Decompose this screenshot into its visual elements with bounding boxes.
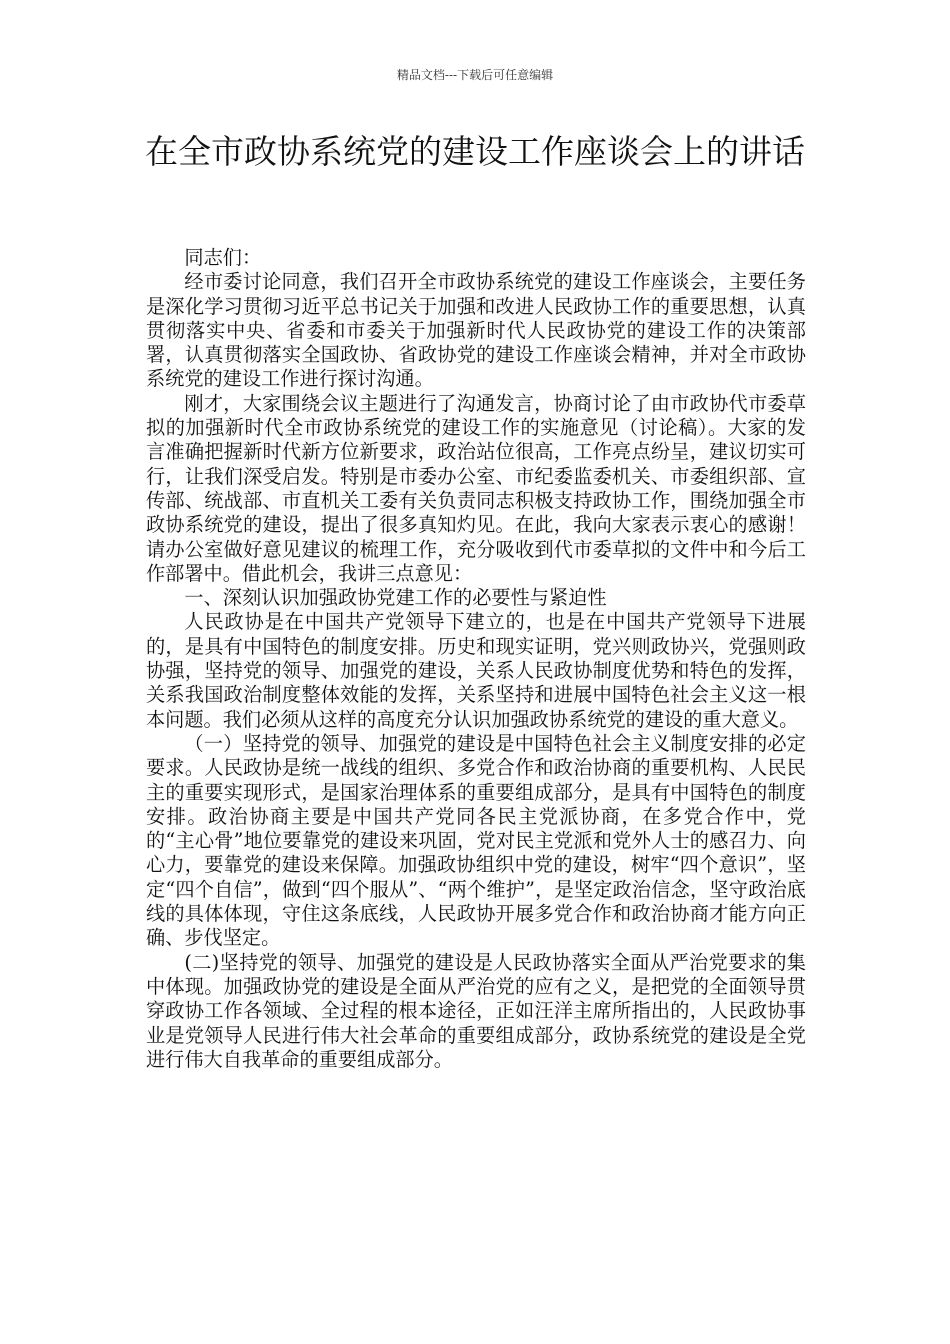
paragraph-intro: 经市委讨论同意，我们召开全市政协系统党的建设工作座谈会，主要任务是深化学习贯彻习近平总书记关于加强和改进人民政协工作的重要思想，认真贯彻落实中央、省委和市委关于加强新时代人民政协党的建设工作的决策部署，认真贯彻落实全国政协、省政协党的建设工作座谈会精神，并对全市政协系统党的建设工作进行探讨沟通。 (146, 270, 806, 391)
paragraph-discussion: 刚才，大家围绕会议主题进行了沟通发言，协商讨论了由市政协代市委草拟的加强新时代全市政协系统党的建设工作的实施意见（讨论稿）。大家的发言准确把握新时代新方位新要求，政治站位很高，工作亮点纷呈，建议切实可行，让我们深受启发。特别是市委办公室、市纪委监委机关、市委组织部、宣传部、统战部、市直机关工委有关负责同志积极支持政协工作，围绕加强全市政协系统党的建设，提出了很多真知灼见。在此，我向大家表示衷心的感谢！请办公室做好意见建议的梳理工作，充分吸收到代市委草拟的文件中和今后工作部署中。借此机会，我讲三点意见： (146, 391, 806, 585)
document-title: 在全市政协系统党的建设工作座谈会上的讲话 (145, 132, 805, 171)
section-heading-1: 一、深刻认识加强政协党建工作的必要性与紧迫性 (184, 586, 607, 610)
paragraph-section1: 人民政协是在中国共产党领导下建立的，也是在中国共产党领导下进展的，是具有中国特色的制度安排。历史和现实证明，党兴则政协兴，党强则政协强，坚持党的领导、加强党的建设，关系人民政协制度优势和特色的发挥，关系我国政治制度整体效能的发挥，关系坚持和进展中国特色社会主义这一根本问题。我们必须从这样的高度充分认识加强政协系统党的建设的重大意义。 (146, 610, 806, 731)
document-body (146, 246, 806, 1072)
paragraph-point-1: （一）坚持党的领导、加强党的建设是中国特色社会主义制度安排的必定要求。人民政协是统一战线的组织、多党合作和政治协商的重要机构、人民民主的重要实现形式，是国家治理体系的重要组成部分，是具有中国特色的制度安排。政治协商主要是中国共产党同各民主党派协商，在多党合作中，党的“主心骨”地位要靠党的建设来巩固，党对民主党派和党外人士的感召力、向心力，要靠党的建设来保障。加强政协组织中党的建设，树牢“四个意识”，坚定“四个自信”，做到“四个服从”、“两个维护”，是坚定政治信念，坚守政治底线的具体体现，守住这条底线，人民政协开展多党合作和政治协商才能方向正确、步伐坚定。 (146, 731, 806, 950)
salutation: 同志们： (184, 246, 262, 269)
paragraph-point-2: (二)坚持党的领导、加强党的建设是人民政协落实全面从严治党要求的集中体现。加强政协党的建设是全面从严治党的应有之义，是把党的全面领导贯穿政协工作各领域、全过程的根本途径，正如汪洋主席所指出的，人民政协事业是党领导人民进行伟大社会革命的重要组成部分，政协系统党的建设是全党进行伟大自我革命的重要组成部分。 (146, 950, 806, 1071)
page-header: 精品文档---下载后可任意编辑 (396, 68, 554, 82)
